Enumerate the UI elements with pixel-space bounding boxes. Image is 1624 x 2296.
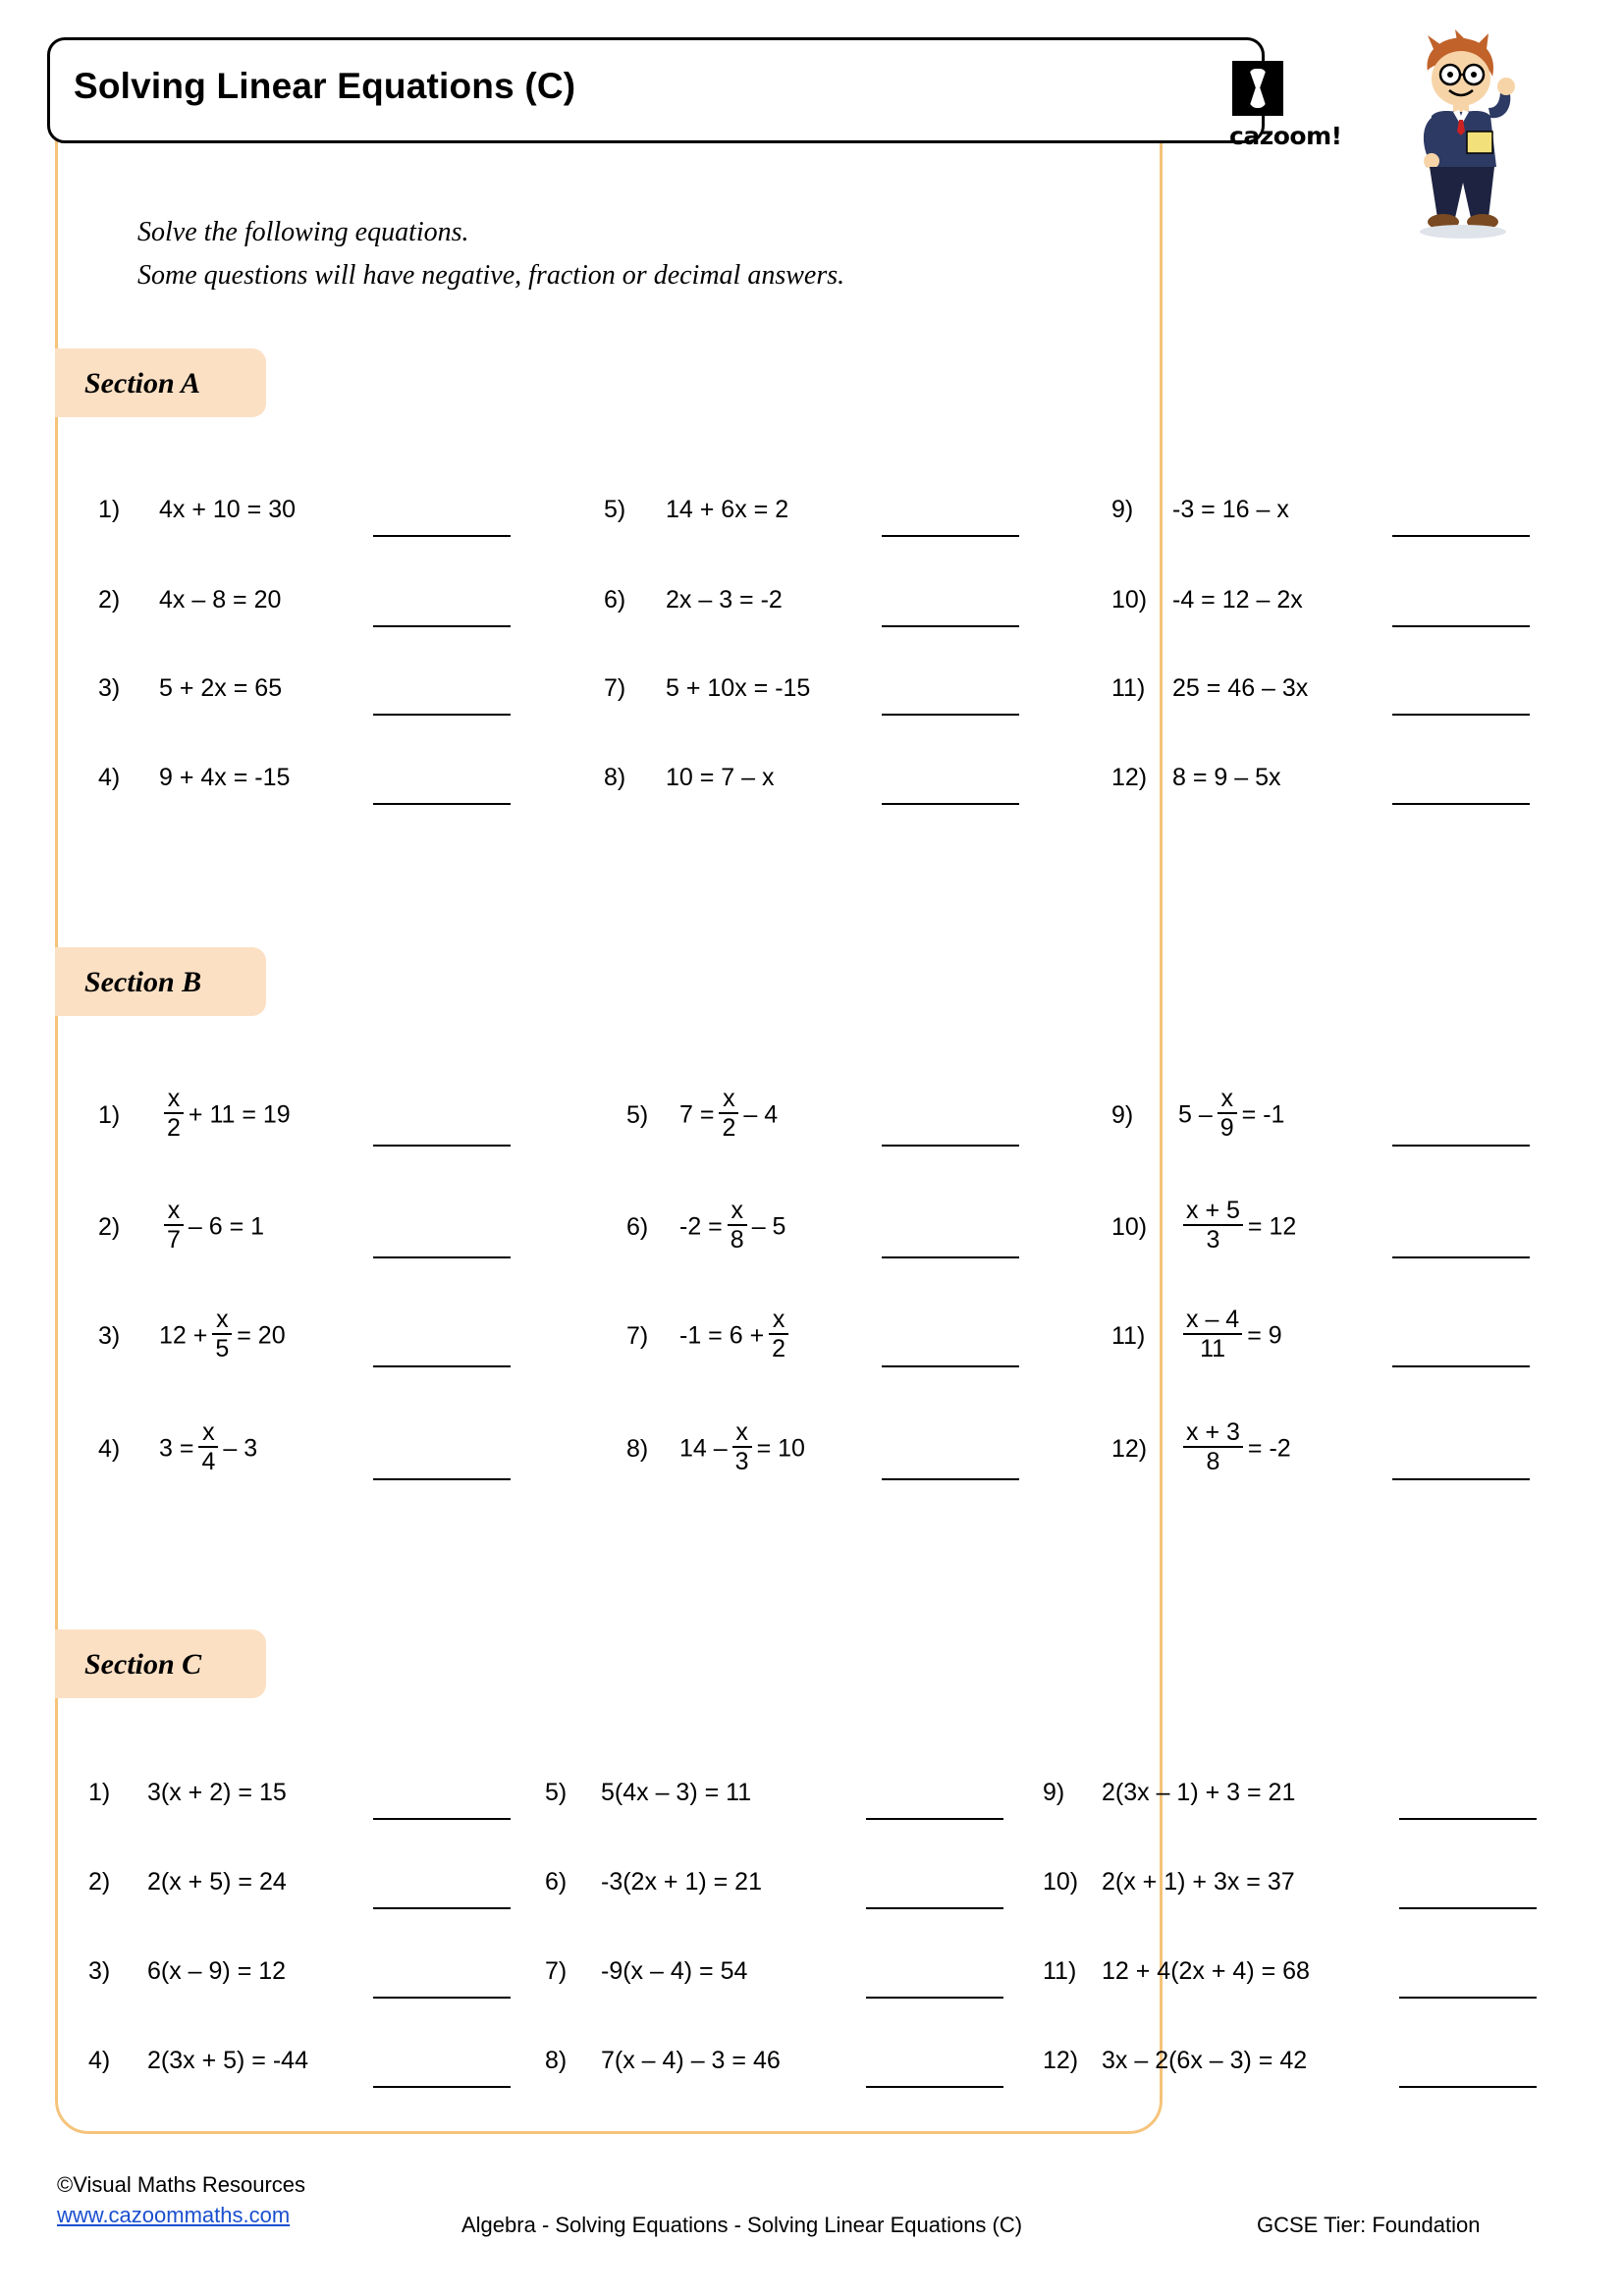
- answer-line[interactable]: [882, 803, 1019, 805]
- question-text: [159, 1085, 291, 1145]
- answer-line[interactable]: [1392, 1478, 1530, 1480]
- fraction-denominator: 9: [1219, 1114, 1234, 1142]
- fraction-denominator: 2: [167, 1114, 181, 1142]
- expr-post: = -2: [1247, 1434, 1291, 1463]
- answer-line[interactable]: [373, 1907, 511, 1909]
- instructions-line-1: Solve the following equations.: [137, 217, 469, 247]
- answer-line[interactable]: [1392, 1145, 1530, 1147]
- question-number: 6): [626, 1213, 649, 1241]
- expr-post: – 6 = 1: [188, 1212, 265, 1241]
- question-number: 3): [98, 1322, 121, 1350]
- question-text: 8 = 9 – 5x: [1172, 764, 1281, 791]
- question-text: 4x + 10 = 30: [159, 496, 297, 523]
- answer-line[interactable]: [373, 1256, 511, 1258]
- expr-pre: 7 =: [679, 1100, 715, 1129]
- fraction-numerator: x – 4: [1183, 1307, 1242, 1335]
- expr-pre: 5 –: [1178, 1100, 1213, 1129]
- answer-line[interactable]: [1392, 535, 1530, 537]
- section-header-c: [55, 1629, 266, 1698]
- fraction-numerator: x + 5: [1183, 1198, 1243, 1226]
- answer-line[interactable]: [882, 1365, 1019, 1367]
- cazoom-logo-text: cazoom!: [1229, 122, 1342, 150]
- question-number: 5): [604, 496, 626, 523]
- fraction: [164, 1198, 184, 1255]
- answer-line[interactable]: [882, 1145, 1019, 1147]
- answer-line[interactable]: [1392, 1256, 1530, 1258]
- answer-line[interactable]: [882, 625, 1019, 627]
- fraction-denominator: 11: [1200, 1335, 1226, 1362]
- question-number: 12): [1111, 1435, 1148, 1463]
- answer-line[interactable]: [373, 1478, 511, 1480]
- fraction-denominator: 8: [1206, 1448, 1220, 1475]
- fraction-denominator: 5: [215, 1335, 230, 1362]
- question-number: 8): [604, 764, 626, 791]
- question-number: 4): [88, 2047, 111, 2074]
- question-number: 10): [1043, 1868, 1079, 1896]
- question-number: 7): [626, 1322, 649, 1350]
- question-text: [679, 1418, 805, 1478]
- fraction-numerator: x + 3: [1183, 1419, 1243, 1448]
- question-text: [159, 1308, 286, 1365]
- section-a-label: Section A: [84, 367, 201, 400]
- answer-line[interactable]: [373, 2086, 511, 2088]
- expr-pre: 12 +: [159, 1321, 208, 1350]
- answer-line[interactable]: [882, 535, 1019, 537]
- fraction-numerator: x: [164, 1086, 184, 1114]
- question-number: 11): [1111, 674, 1146, 702]
- question-number: 3): [88, 1957, 111, 1985]
- question-number: 11): [1043, 1957, 1077, 1985]
- question-number: 9): [1111, 1101, 1134, 1129]
- question-text: 2(3x + 5) = -44: [147, 2047, 308, 2074]
- expr-post: – 3: [223, 1434, 258, 1463]
- fraction-denominator: 2: [722, 1114, 736, 1142]
- fraction-denominator: 2: [772, 1335, 786, 1362]
- question-text: 5 + 2x = 65: [159, 674, 283, 702]
- expr-post: – 4: [743, 1100, 779, 1129]
- question-text: -3(2x + 1) = 21: [601, 1868, 762, 1896]
- answer-line[interactable]: [866, 2086, 1003, 2088]
- section-b-label: Section B: [84, 966, 202, 998]
- question-number: 10): [1111, 586, 1148, 614]
- question-number: 1): [98, 496, 121, 523]
- answer-line[interactable]: [1399, 1818, 1537, 1820]
- question-number: 4): [98, 1435, 121, 1463]
- answer-line[interactable]: [373, 714, 511, 716]
- answer-line[interactable]: [373, 625, 511, 627]
- question-number: 3): [98, 674, 121, 702]
- answer-line[interactable]: [882, 714, 1019, 716]
- fraction-numerator: x: [198, 1419, 218, 1448]
- question-number: 8): [545, 2047, 568, 2074]
- fraction-denominator: 3: [734, 1448, 749, 1475]
- footer-copyright: ©Visual Maths Resources: [57, 2172, 306, 2197]
- expr-post: = 10: [756, 1434, 805, 1463]
- cazoom-logo-icon: [1232, 61, 1283, 116]
- expr-post: = -1: [1241, 1100, 1285, 1129]
- question-number: 6): [604, 586, 626, 614]
- question-text: 14 + 6x = 2: [666, 496, 789, 523]
- question-number: 5): [626, 1101, 649, 1129]
- question-text: 2(x + 5) = 24: [147, 1868, 287, 1896]
- section-c-label: Section C: [84, 1648, 202, 1681]
- instructions-line-2: Some questions will have negative, fraction or decimal answers.: [137, 260, 845, 291]
- answer-line[interactable]: [1399, 1997, 1537, 1999]
- question-text: 6(x – 9) = 12: [147, 1957, 287, 1985]
- expr-pre: -1 = 6 +: [679, 1321, 765, 1350]
- question-text: [1178, 1085, 1285, 1145]
- fraction: [1183, 1198, 1243, 1255]
- question-text: 9 + 4x = -15: [159, 764, 291, 791]
- expr-post: = 12: [1247, 1212, 1297, 1241]
- answer-line[interactable]: [1392, 714, 1530, 716]
- answer-line[interactable]: [1399, 2086, 1537, 2088]
- question-text: -4 = 12 – 2x: [1172, 586, 1303, 614]
- question-text: 4x – 8 = 20: [159, 586, 282, 614]
- footer-tier: GCSE Tier: Foundation: [1257, 2213, 1481, 2237]
- answer-line[interactable]: [866, 1997, 1003, 1999]
- fraction-numerator: x: [719, 1086, 738, 1114]
- question-text: [159, 1197, 265, 1256]
- footer-website-link[interactable]: www.cazoommaths.com: [57, 2203, 291, 2227]
- question-number: 1): [98, 1101, 121, 1129]
- answer-line[interactable]: [1399, 1907, 1537, 1909]
- question-text: 12 + 4(2x + 4) = 68: [1102, 1957, 1310, 1985]
- footer-left: [57, 2169, 305, 2230]
- fraction: [1218, 1086, 1237, 1143]
- answer-line[interactable]: [1392, 625, 1530, 627]
- answer-line[interactable]: [373, 1145, 511, 1147]
- fraction: [769, 1307, 788, 1363]
- expr-post: – 5: [751, 1212, 786, 1241]
- answer-line[interactable]: [866, 1907, 1003, 1909]
- expr-pre: -2 =: [679, 1212, 723, 1241]
- question-number: 12): [1111, 764, 1148, 791]
- fraction: [164, 1086, 184, 1143]
- question-number: 7): [545, 1957, 568, 1985]
- question-text: [679, 1308, 793, 1365]
- question-text: 3x – 2(6x – 3) = 42: [1102, 2047, 1308, 2074]
- question-number: 2): [88, 1868, 111, 1896]
- fraction-numerator: x: [1218, 1086, 1237, 1114]
- question-number: 9): [1111, 496, 1134, 523]
- question-number: 10): [1111, 1213, 1148, 1241]
- fraction-denominator: 4: [201, 1448, 216, 1475]
- footer-breadcrumb: Algebra - Solving Equations - Solving Linear Equations (C): [461, 2213, 1023, 2237]
- expr-post: + 11 = 19: [188, 1100, 291, 1129]
- question-text: 2(x + 1) + 3x = 37: [1102, 1868, 1295, 1896]
- answer-line[interactable]: [1392, 1365, 1530, 1367]
- question-text: 5 + 10x = -15: [666, 674, 811, 702]
- fraction: [1183, 1419, 1243, 1476]
- question-text: 25 = 46 – 3x: [1172, 674, 1309, 702]
- question-text: [1178, 1197, 1297, 1256]
- answer-line[interactable]: [866, 1818, 1003, 1820]
- student-mascot-image: [1398, 29, 1526, 240]
- fraction-denominator: 3: [1206, 1226, 1220, 1254]
- fraction: [732, 1419, 752, 1476]
- fraction-numerator: x: [212, 1307, 232, 1335]
- expr-pre: 14 –: [679, 1434, 728, 1463]
- fraction: [212, 1307, 232, 1363]
- fraction-numerator: x: [728, 1198, 747, 1226]
- fraction-numerator: x: [732, 1419, 752, 1448]
- page-title: Solving Linear Equations (C): [74, 66, 576, 106]
- expr-post: = 9: [1247, 1321, 1282, 1350]
- fraction-denominator: 8: [730, 1226, 744, 1254]
- question-number: 7): [604, 674, 626, 702]
- question-number: 12): [1043, 2047, 1079, 2074]
- question-text: 2(3x – 1) + 3 = 21: [1102, 1779, 1296, 1806]
- question-text: -9(x – 4) = 54: [601, 1957, 748, 1985]
- question-text: 2x – 3 = -2: [666, 586, 783, 614]
- question-text: 10 = 7 – x: [666, 764, 775, 791]
- answer-line[interactable]: [373, 1818, 511, 1820]
- question-number: 8): [626, 1435, 649, 1463]
- answer-line[interactable]: [373, 1997, 511, 1999]
- fraction-denominator: 7: [167, 1226, 181, 1254]
- question-number: 6): [545, 1868, 568, 1896]
- question-text: 7(x – 4) – 3 = 46: [601, 2047, 781, 2074]
- question-text: 3(x + 2) = 15: [147, 1779, 287, 1806]
- expr-pre: 3 =: [159, 1434, 194, 1463]
- section-header-b: [55, 947, 266, 1016]
- answer-line[interactable]: [373, 1365, 511, 1367]
- question-number: 1): [88, 1779, 111, 1806]
- question-text: [1178, 1308, 1282, 1365]
- question-text: -3 = 16 – x: [1172, 496, 1289, 523]
- fraction: [728, 1198, 747, 1255]
- question-text: [159, 1418, 258, 1478]
- fraction: [1183, 1307, 1242, 1363]
- fraction: [198, 1419, 218, 1476]
- fraction-numerator: x: [769, 1307, 788, 1335]
- question-text: [679, 1197, 786, 1256]
- question-text: [1178, 1418, 1291, 1478]
- answer-line[interactable]: [1392, 803, 1530, 805]
- question-text: [679, 1085, 779, 1145]
- question-number: 2): [98, 1213, 121, 1241]
- answer-line[interactable]: [373, 803, 511, 805]
- instructions: [137, 211, 844, 297]
- answer-line[interactable]: [882, 1256, 1019, 1258]
- question-text: 5(4x – 3) = 11: [601, 1779, 752, 1806]
- expr-post: = 20: [237, 1321, 286, 1350]
- question-number: 4): [98, 764, 121, 791]
- answer-line[interactable]: [373, 535, 511, 537]
- fraction-numerator: x: [164, 1198, 184, 1226]
- answer-line[interactable]: [882, 1478, 1019, 1480]
- fraction: [719, 1086, 738, 1143]
- question-number: 5): [545, 1779, 568, 1806]
- question-number: 11): [1111, 1322, 1146, 1350]
- section-header-a: [55, 348, 266, 417]
- question-number: 9): [1043, 1779, 1065, 1806]
- question-number: 2): [98, 586, 121, 614]
